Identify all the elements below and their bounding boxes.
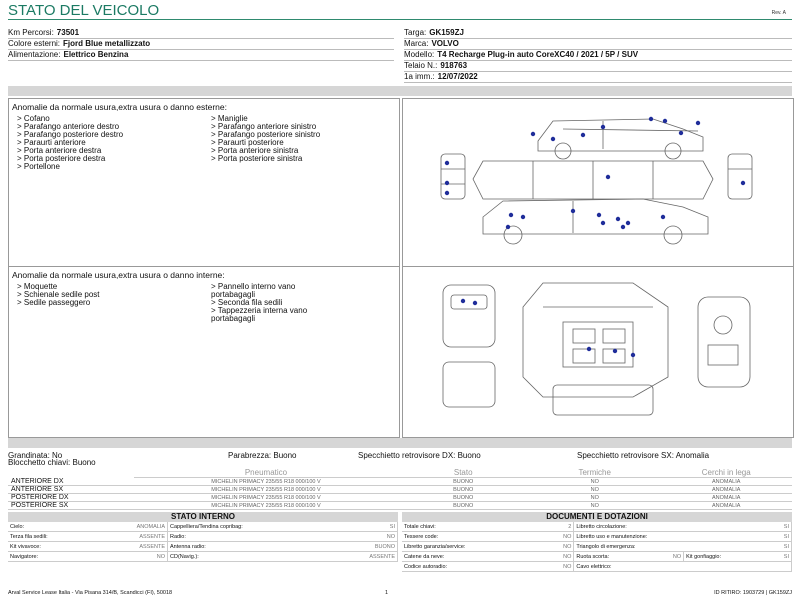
car-side-view-bottom (483, 199, 708, 244)
interior-front-seat (443, 285, 495, 347)
tyre-header: Pneumatico (134, 468, 397, 478)
internal-damage-heading: Anomalie da normale usura,extra usura o danno interne: (12, 270, 225, 280)
list-item: > Parafango anteriore sinistro (211, 122, 317, 131)
windshield-status: Parabrezza: Buono (228, 451, 297, 460)
list-item: > Schienale sedile post (17, 290, 100, 299)
list-item: > Parafango posteriore destro (17, 130, 124, 139)
internal-damage-list-2 (211, 283, 307, 323)
external-damage-list-1 (17, 115, 123, 171)
table-row: POSTERIORE SX MICHELIN PRIMACY 235/55 R18 000/100 V BUONO NO ANOMALIA (8, 502, 792, 510)
interior-dashboard (698, 297, 750, 387)
list-item: > Paraurti posteriore (211, 138, 284, 147)
alloy-header: Cerchi in lega (660, 468, 792, 478)
list-item: portabagagli (211, 290, 256, 299)
revision-label: Rev. A (771, 10, 786, 16)
car-side-view-top (538, 119, 703, 159)
footer-id: ID RITIRO: 1903729 | GK159ZJ (714, 590, 792, 596)
table-row: POSTERIORE DX MICHELIN PRIMACY 235/55 R18 000/100 V BUONO NO ANOMALIA (8, 494, 792, 502)
plate-row: Targa: GK159ZJ (404, 28, 464, 37)
km-row: Km Percorsi: 73501 (8, 28, 80, 37)
car-rear-view (728, 154, 752, 199)
list-item: > Seconda fila sedili (211, 298, 283, 307)
external-diagram-panel (402, 98, 794, 268)
table-row: Terza fila sedili: ASSENTE Radio: NO (8, 532, 398, 542)
car-interior-diagram (403, 267, 793, 437)
key-lock-status: Blocchetto chiavi: Buono (8, 458, 96, 467)
table-row: Tessere code: NO Libretto uso e manutenzione: SI (402, 532, 792, 542)
list-item: > Porta anteriore sinistra (211, 146, 299, 155)
vehicle-info-left (8, 27, 398, 60)
list-item: > Moquette (17, 282, 58, 291)
page-title: STATO DEL VEICOLO (8, 2, 160, 19)
table-row: Totale chiavi: 2 Libretto circolazione: SI (402, 522, 792, 532)
state-header: Stato (397, 468, 529, 478)
table-row: Codice autoradio: NO Cavo elettrico: (402, 562, 792, 572)
list-item: > Sedile passeggero (17, 298, 91, 307)
interior-trunk (553, 385, 653, 415)
list-item: > Maniglie (211, 114, 248, 123)
interior-rear-seat (443, 362, 495, 407)
list-item: > Porta posteriore destra (17, 154, 106, 163)
list-item: portabagagli (211, 314, 256, 323)
title-underline (8, 19, 792, 20)
list-item: > Porta posteriore sinistra (211, 154, 303, 163)
mirror-sx-status: Specchietto retrovisore SX: Anomalia (577, 451, 710, 460)
table-row: Navigatore: NO CD(Navig.): ASSENTE (8, 552, 398, 562)
external-damage-panel (8, 98, 400, 268)
internal-state-title: STATO INTERNO (8, 512, 398, 522)
section-separator (8, 86, 792, 96)
internal-damage-panel (8, 266, 400, 438)
car-top-view (473, 161, 713, 199)
internal-diagram-panel (402, 266, 794, 438)
internal-state-section (8, 512, 398, 562)
documents-section (402, 512, 792, 572)
winter-header: Termiche (529, 468, 661, 478)
list-item: > Cofano (17, 114, 50, 123)
tyres-table (8, 468, 792, 510)
list-item: > Tappezzeria interna vano (211, 306, 308, 315)
table-row: Libretto garanzia/service: NO Triangolo di emergenza: SI (402, 542, 792, 552)
external-damage-heading: Anomalie da normale usura,extra usura o danno esterne: (12, 102, 227, 112)
footer-address: Arval Service Lease Italia - Via Pisana 314/B, Scandicci (FI), 50018 (8, 590, 173, 596)
vehicle-info-right (404, 27, 794, 82)
interior-top-view (523, 283, 668, 397)
table-row: Kit vivavoce: ASSENTE Antenna radio: BUONO (8, 542, 398, 552)
internal-damage-list-1 (17, 283, 100, 307)
brand-row: Marca: VOLVO (404, 39, 459, 48)
section-separator-2 (8, 438, 792, 448)
list-item: > Porta anteriore destra (17, 146, 102, 155)
hail-status: Grandinata: No (8, 451, 63, 460)
external-damage-list-2 (211, 115, 320, 163)
documents-title: DOCUMENTI E DOTAZIONI (402, 512, 792, 522)
list-item: > Portellone (17, 162, 60, 171)
chassis-row: Telaio N.: 918763 (404, 61, 468, 70)
fuel-row: Alimentazione: Elettrico Benzina (8, 50, 129, 59)
list-item: > Pannello interno vano (211, 282, 296, 291)
registration-row: 1a imm.: 12/07/2022 (404, 72, 478, 81)
list-item: > Parafango anteriore destro (17, 122, 120, 131)
table-row: Cielo: ANOMALIA Cappelliera/Tendina copribag: SI (8, 522, 398, 532)
model-row: Modello: T4 Recharge Plug-in auto CoreXC40 / 2021 / 5P / SUV (404, 50, 639, 59)
table-row: ANTERIORE DX MICHELIN PRIMACY 235/55 R18 000/100 V BUONO NO ANOMALIA (8, 478, 792, 486)
car-front-view (441, 154, 465, 199)
color-row: Colore esterni: Fjord Blue metallizzato (8, 39, 151, 48)
table-row: ANTERIORE SX MICHELIN PRIMACY 235/55 R18 000/100 V BUONO NO ANOMALIA (8, 486, 792, 494)
list-item: > Parafango posteriore sinistro (211, 130, 321, 139)
table-row: Catene da neve: NO Ruota scorta: NO Kit gonfiaggio: SI (402, 552, 792, 562)
mirror-dx-status: Specchietto retrovisore DX: Buono (358, 451, 481, 460)
page-number: 1 (385, 590, 389, 596)
list-item: > Paraurti anteriore (17, 138, 86, 147)
car-exterior-diagram (403, 99, 793, 267)
